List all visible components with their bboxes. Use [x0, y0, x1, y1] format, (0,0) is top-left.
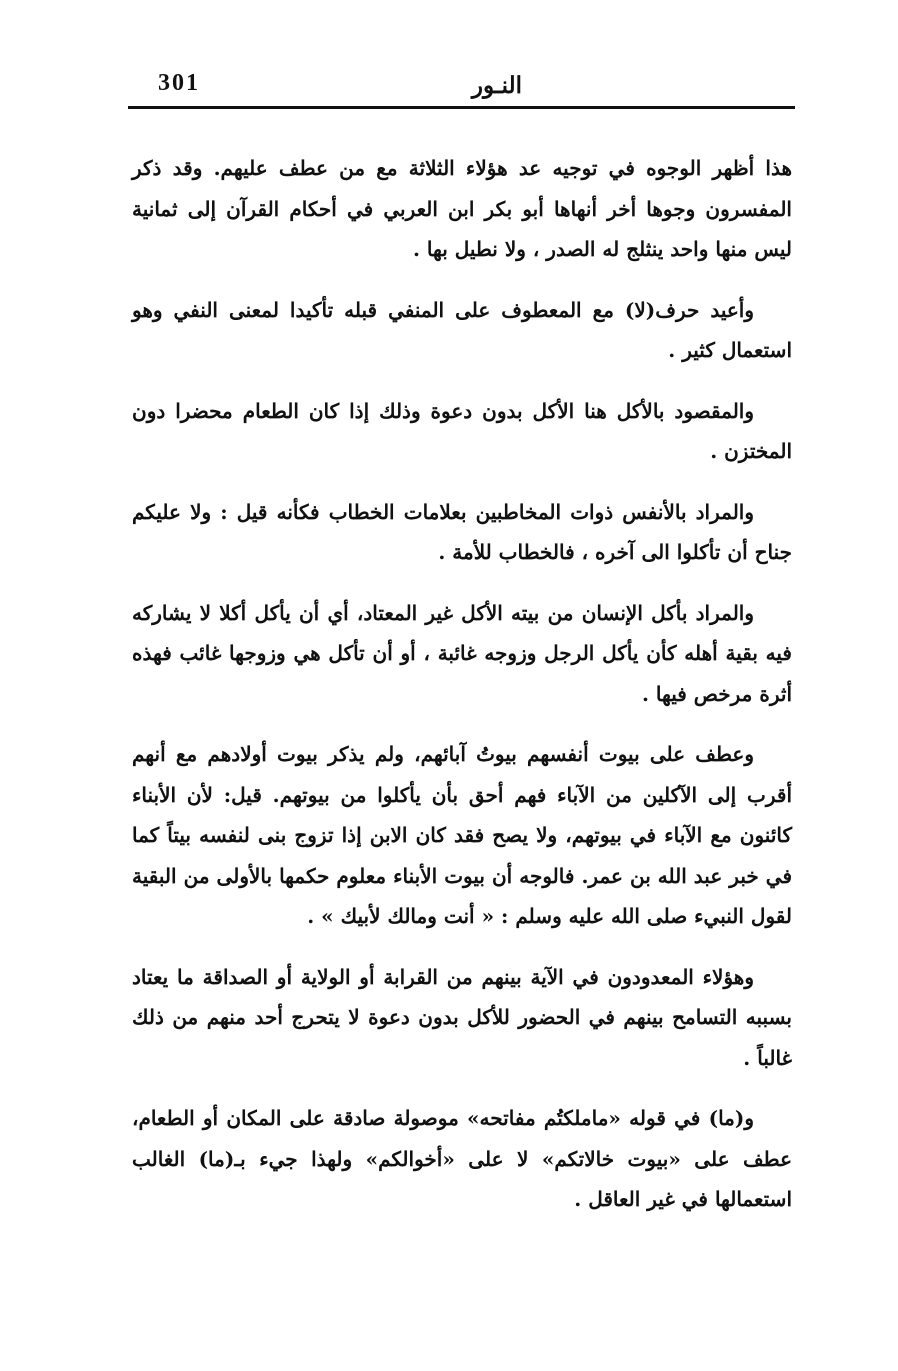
page-header — [128, 62, 794, 108]
paragraph-8: و(ما) في قوله «ماملكتُم مفاتحه» موصولة صادقة على المكان أو الطعام، عطف على «بيوت خالاتكم» لا على «أخوالكم» ولهذا جيء بـ(ما) الغالب استعمالها في غير العاقل . — [132, 1106, 792, 1211]
paragraph-6: وعطف على بيوت أنفسهم بيوتُ آبائهم، ولم يذكر بيوت أولادهم مع أنهم أقرب إلى الآكلين من الآباء فهم أحق بأن يأكلوا من بيوتهم. قيل: لأن الأبناء كائنون مع الآباء في بيوتهم، ولا يصح فقد كان الابن إذا تزوج بنى لنفسه بيتاً كما في خبر عبد الله بن عمر. فالوجه أن بيوت الأبناء معلوم حكمها بالأولى من البقية لقول النبيء صلى الله عليه وسلم : « أنت ومالك لأبيك » . — [132, 742, 792, 928]
paragraph-2: وأعيد حرف(لا) مع المعطوف على المنفي قبله تأكيدا لمعنى النفي وهو استعمال كثير . — [132, 297, 792, 362]
paragraph-3: والمقصود بالأكل هنا الأكل بدون دعوة وذلك إذا كان الطعام محضرا دون المختزن . — [132, 398, 792, 463]
paragraph-5: والمراد بأكل الإنسان من بيته الأكل غير المعتاد، أي أن يأكل أكلا لا يشاركه فيه بقية أهله كأن يأكل الرجل وزوجه غائبة ، أو أن تأكل هي وزوجها غائب فهذه أثرة مرخص فيها . — [132, 600, 792, 706]
paragraph-4: والمراد بالأنفس ذوات المخاطبين بعلامات الخطاب فكأنه قيل : ولا عليكم جناح أن تأكلوا الى آخره ، فالخطاب للأمة . — [132, 499, 792, 564]
page-number: 301 — [158, 70, 200, 96]
paragraph-7: وهؤلاء المعدودون في الآية بينهم من القرابة أو الولاية أو الصداقة ما يعتاد بسببه التسامح بينهم في الحضور للأكل بدون دعوة لا يتحرج أحد منهم من ذلك غالباً . — [132, 964, 792, 1070]
running-title: النـور — [471, 72, 522, 99]
page-body — [132, 148, 792, 1220]
header-rule — [128, 106, 795, 109]
paragraph-1: هذا أظهر الوجوه في توجيه عد هؤلاء الثلاثة مع من عطف عليهم. وقد ذكر المفسرون وجوها أخر أنهاها أبو بكر ابن العربي في أحكام القرآن إلى ثمانية ليس منها واحد ينثلج له الصدر ، ولا نطيل بها . — [132, 156, 792, 261]
